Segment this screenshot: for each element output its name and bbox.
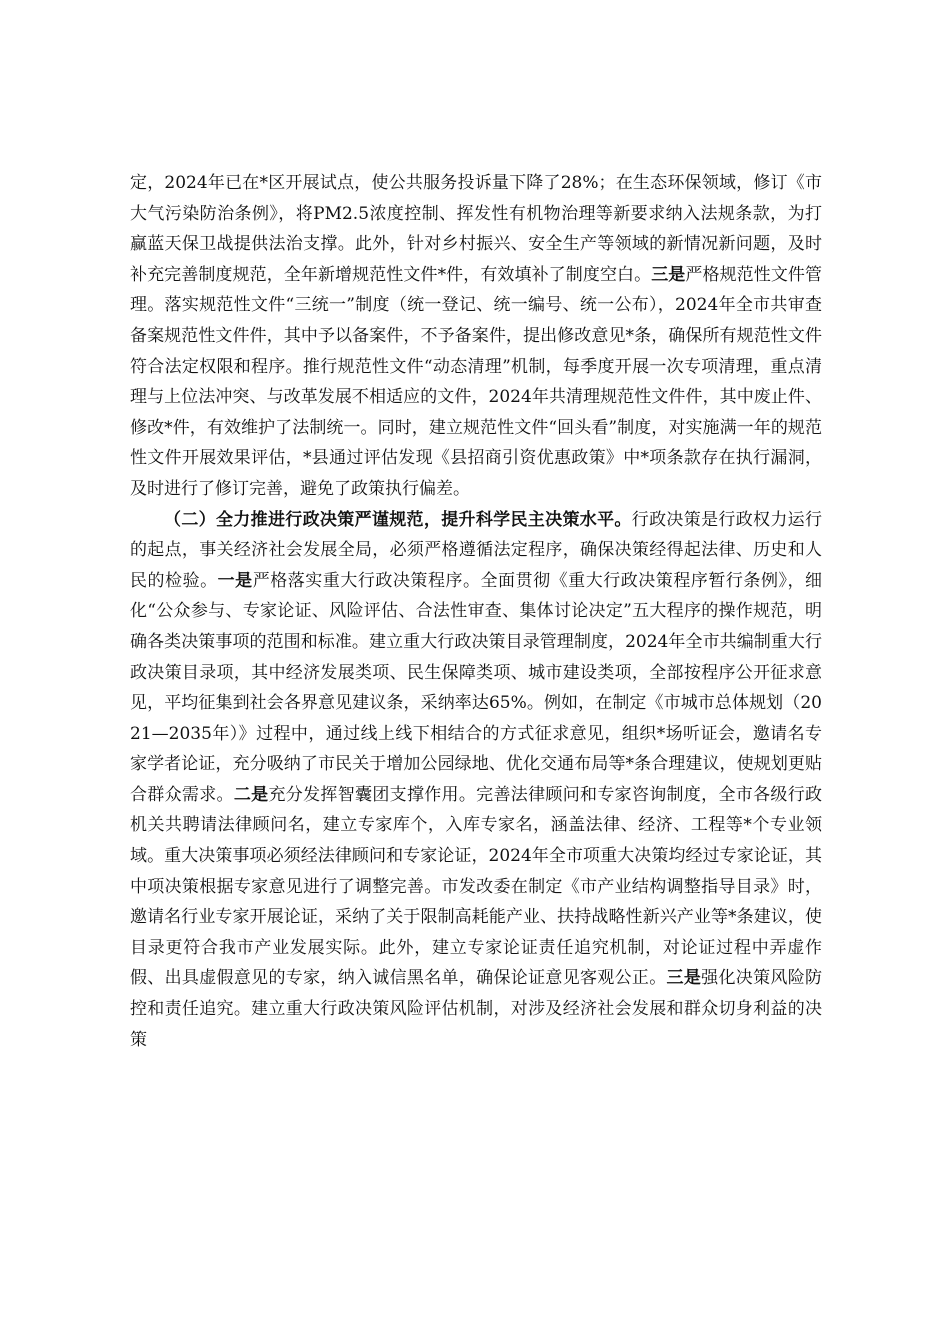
paragraph-2-text-3: 充分发挥智囊团支撑作用。完善法律顾问和专家咨询制度，全市各级行政机关共聘请法律顾问名，建立专家库个，入库专家名，涵盖法律、经济、工程等*个专业领域。重大决策事项必须经法律顾问和专家论证，2024年全市项重大决策均经过专家论证，其中项决策根据专家意见进行了调整完善。市发改委在制定《市产业结构调整指导目录》时，邀请名行业专家开展论证，采纳了关于限制高耗能产业、扶持战略性新兴产业等*条建议，使目录更符合我市产业发展实际。此外，建立专家论证责任追究机制，对论证过程中弄虚作假、出具虚假意见的专家，纳入诚信黑名单，确保论证意见客观公正。 (130, 784, 823, 989)
paragraph-1-text: 定，2024年已在*区开展试点，使公共服务投诉量下降了28%；在生态环保领域，修订《市大气污染防治条例》，将PM2.5浓度控制、挥发性有机物治理等新要求纳入法规条款，为打赢蓝天保卫战提供法治支撑。此外，针对乡村振兴、安全生产等领域的新情况新问题，及时补充完善制度规范，全年新增规范性文件*件，有效填补了制度空白。 (130, 173, 822, 285)
paragraph-2-bold-lead-2: 二是 (233, 784, 269, 805)
section-heading: （二）全力推进行政决策严谨规范，提升科学民主决策水平。 (164, 509, 632, 530)
paragraph-1 (130, 168, 822, 505)
paragraph-1-bold-lead: 三是 (651, 264, 686, 285)
paragraph-1-text-2: 严格规范性文件管理。落实规范性文件“三统一”制度（统一登记、统一编号、统一公布），2024年全市共审查备案规范性文件件，其中予以备案件，不予备案件，提出修改意见*条，确保所有规范性文件符合法定权限和程序。推行规范性文件“动态清理”机制，每季度开展一次专项清理，重点清理与上位法冲突、与改革发展不相适应的文件，2024年共清理规范性文件件，其中废止件、修改*件，有效维护了法制统一。同时，建立规范性文件“回头看”制度，对实施满一年的规范性文件开展效果评估，*县通过评估发现《县招商引资优惠政策》中*项条款存在执行漏洞，及时进行了修订完善，避免了政策执行偏差。 (130, 264, 823, 499)
paragraph-2-text-4: 强化决策风险防控和责任追究。建立重大行政决策风险评估机制，对涉及经济社会发展和群众切身利益的决策 (130, 968, 823, 1050)
paragraph-2 (130, 505, 822, 1056)
paragraph-2-bold-lead-1: 一是 (217, 570, 253, 591)
paragraph-2-bold-lead-3: 三是 (666, 968, 702, 989)
paragraph-2-text-2: 严格落实重大行政决策程序。全面贯彻《重大行政决策程序暂行条例》，细化“公众参与、专家论证、风险评估、合法性审查、集体讨论决定”五大程序的操作规范，明确各类决策事项的范围和标准。建立重大行政决策目录管理制度，2024年全市共编制重大行政决策目录项，其中经济发展类项、民生保障类项、城市建设类项，全部按程序公开征求意见，平均征集到社会各界意见建议条，采纳率达65%。例如，在制定《市城市总体规划（2021—2035年）》过程中，通过线上线下相结合的方式征求意见，组织*场听证会，邀请名专家学者论证，充分吸纳了市民关于增加公园绿地、优化交通布局等*条合理建议，使规划更贴合群众需求。 (130, 570, 823, 805)
paragraph-2-text: 行政决策是行政权力运行的起点，事关经济社会发展全局，必须严格遵循法定程序，确保决策经得起法律、历史和人民的检验。 (130, 509, 823, 591)
document-body (130, 168, 822, 1055)
